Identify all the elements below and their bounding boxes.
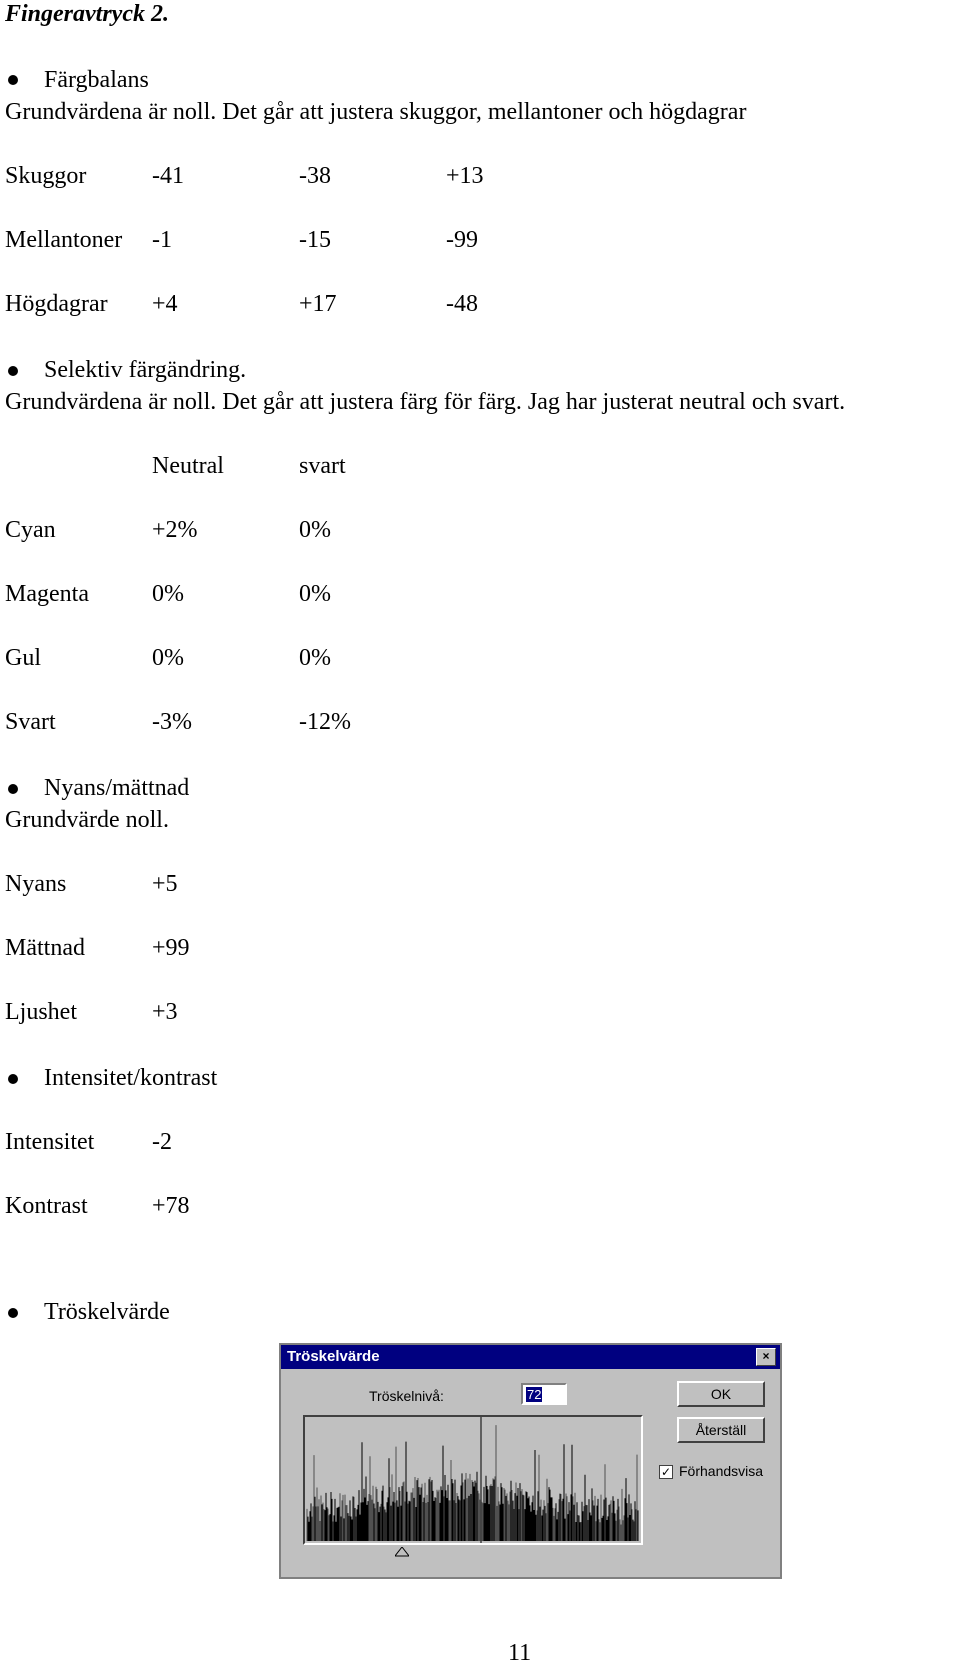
bullet: [8, 1074, 18, 1084]
row-label: Kontrast: [5, 1193, 88, 1219]
histogram: [303, 1415, 643, 1545]
preview-label: Förhandsvisa: [679, 1463, 764, 1479]
row-value: +99: [152, 935, 190, 961]
close-icon[interactable]: ×: [756, 1348, 776, 1366]
bullet: [8, 784, 18, 794]
reset-button[interactable]: Återställ: [677, 1417, 765, 1443]
section-intro-hue: Grundvärde noll.: [5, 807, 169, 833]
section-heading-selective: Selektiv färgändring.: [44, 357, 247, 383]
row-value: -1: [152, 227, 172, 253]
bullet: [8, 75, 18, 85]
row-value: -41: [152, 163, 184, 189]
row-value: +4: [152, 291, 178, 317]
row-value: +13: [446, 163, 484, 189]
row-label: Svart: [5, 709, 56, 735]
threshold-dialog: [279, 1343, 782, 1579]
column-header: Neutral: [152, 453, 224, 479]
section-intro-color-balance: Grundvärdena är noll. Det går att justera skuggor, mellantoner och högdagrar: [5, 99, 747, 125]
row-label: Gul: [5, 645, 41, 671]
row-label: Mellantoner: [5, 227, 123, 253]
dialog-title-bar: [281, 1345, 780, 1369]
threshold-level-value: 72: [527, 1387, 542, 1402]
row-value: +3: [152, 999, 178, 1025]
dialog-title: Tröskelvärde: [287, 1348, 380, 1365]
threshold-level-input[interactable]: [521, 1383, 567, 1405]
row-label: Intensitet: [5, 1129, 95, 1155]
bullet: [8, 1308, 18, 1318]
row-value: -99: [446, 227, 478, 253]
row-value: 0%: [299, 581, 331, 607]
section-heading-hue: Nyans/mättnad: [44, 775, 190, 801]
row-value: -3%: [152, 709, 192, 735]
section-heading-intensity: Intensitet/kontrast: [44, 1065, 218, 1091]
row-value: -2: [152, 1129, 172, 1155]
row-value: 0%: [299, 517, 331, 543]
row-value: 0%: [152, 645, 184, 671]
row-value: -15: [299, 227, 331, 253]
row-label: Cyan: [5, 517, 56, 543]
row-label: Skuggor: [5, 163, 87, 189]
row-value: -48: [446, 291, 478, 317]
row-value: -38: [299, 163, 331, 189]
ok-button[interactable]: OK: [677, 1381, 765, 1407]
row-label: Mättnad: [5, 935, 85, 961]
row-label: Ljushet: [5, 999, 77, 1025]
row-value: +17: [299, 291, 337, 317]
row-label: Nyans: [5, 871, 67, 897]
row-value: +2%: [152, 517, 198, 543]
row-value: +5: [152, 871, 178, 897]
page-number: 11: [508, 1640, 532, 1666]
section-heading-color-balance: Färgbalans: [44, 67, 149, 93]
threshold-slider-icon[interactable]: [395, 1547, 409, 1557]
threshold-level-label: Tröskelnivå:: [369, 1388, 444, 1404]
row-value: 0%: [299, 645, 331, 671]
row-value: +78: [152, 1193, 190, 1219]
section-heading-threshold: Tröskelvärde: [44, 1299, 170, 1325]
bullet: [8, 366, 18, 376]
histogram-graphic: [305, 1417, 641, 1543]
preview-checkbox[interactable]: ✓: [660, 1465, 672, 1479]
column-header: svart: [299, 453, 346, 479]
document-title: Fingeravtryck 2.: [5, 1, 169, 27]
row-label: Högdagrar: [5, 291, 108, 317]
row-value: 0%: [152, 581, 184, 607]
row-value: -12%: [299, 709, 351, 735]
row-label: Magenta: [5, 581, 89, 607]
section-intro-selective: Grundvärdena är noll. Det går att justera färg för färg. Jag har justerat neutral och svart.: [5, 389, 846, 415]
